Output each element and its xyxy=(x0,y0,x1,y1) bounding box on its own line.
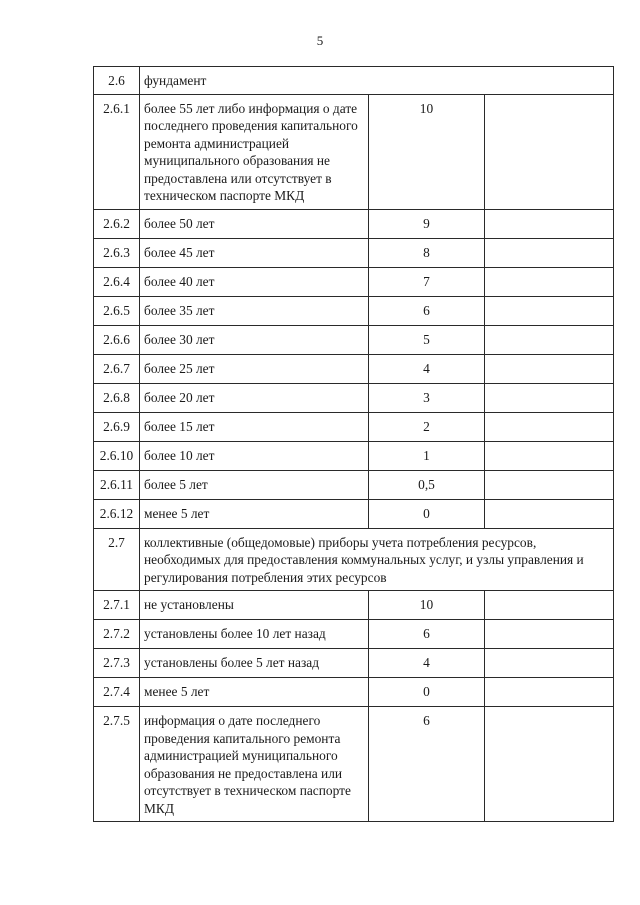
table-row xyxy=(94,296,614,325)
row-empty-cell xyxy=(485,296,614,325)
criteria-table-body xyxy=(94,67,614,822)
row-code: 2.6.12 xyxy=(94,499,140,528)
row-code: 2.6 xyxy=(94,67,140,95)
row-score: 4 xyxy=(369,649,485,678)
row-empty-cell xyxy=(485,209,614,238)
table-row xyxy=(94,470,614,499)
row-description: менее 5 лет xyxy=(140,678,369,707)
row-code: 2.6.9 xyxy=(94,412,140,441)
table-row xyxy=(94,325,614,354)
row-description: более 5 лет xyxy=(140,470,369,499)
row-code: 2.6.6 xyxy=(94,325,140,354)
row-code: 2.7.1 xyxy=(94,591,140,620)
row-score: 6 xyxy=(369,296,485,325)
row-score: 0 xyxy=(369,678,485,707)
row-score: 6 xyxy=(369,707,485,822)
table-row xyxy=(94,441,614,470)
row-score: 10 xyxy=(369,94,485,209)
row-score: 1 xyxy=(369,441,485,470)
row-code: 2.7.3 xyxy=(94,649,140,678)
row-empty-cell xyxy=(485,649,614,678)
row-empty-cell xyxy=(485,499,614,528)
section-title: фундамент xyxy=(140,67,614,95)
row-description: более 50 лет xyxy=(140,209,369,238)
row-code: 2.6.11 xyxy=(94,470,140,499)
row-description: установлены более 10 лет назад xyxy=(140,620,369,649)
row-score: 7 xyxy=(369,267,485,296)
row-code: 2.7.4 xyxy=(94,678,140,707)
row-code: 2.6.7 xyxy=(94,354,140,383)
row-code: 2.7.2 xyxy=(94,620,140,649)
row-score: 10 xyxy=(369,591,485,620)
table-row xyxy=(94,649,614,678)
row-code: 2.6.5 xyxy=(94,296,140,325)
table-row xyxy=(94,267,614,296)
row-empty-cell xyxy=(485,591,614,620)
row-description: более 20 лет xyxy=(140,383,369,412)
row-score: 4 xyxy=(369,354,485,383)
row-empty-cell xyxy=(485,325,614,354)
table-row xyxy=(94,678,614,707)
row-description: более 45 лет xyxy=(140,238,369,267)
row-empty-cell xyxy=(485,94,614,209)
row-empty-cell xyxy=(485,354,614,383)
row-empty-cell xyxy=(485,412,614,441)
table-row xyxy=(94,499,614,528)
row-score: 6 xyxy=(369,620,485,649)
table-row xyxy=(94,707,614,822)
row-description: установлены более 5 лет назад xyxy=(140,649,369,678)
row-score: 8 xyxy=(369,238,485,267)
row-description: менее 5 лет xyxy=(140,499,369,528)
row-code: 2.6.3 xyxy=(94,238,140,267)
section-title: коллективные (общедомовые) приборы учета потребления ресурсов, необходимых для предоставления коммунальных услуг, и узлы управления и регулирования потребления этих ресурсов xyxy=(140,528,614,591)
row-description: более 15 лет xyxy=(140,412,369,441)
row-score: 2 xyxy=(369,412,485,441)
row-score: 9 xyxy=(369,209,485,238)
row-code: 2.7.5 xyxy=(94,707,140,822)
row-description: более 10 лет xyxy=(140,441,369,470)
criteria-table xyxy=(93,66,614,822)
table-row xyxy=(94,383,614,412)
row-code: 2.7 xyxy=(94,528,140,591)
row-code: 2.6.10 xyxy=(94,441,140,470)
row-description: информация о дате последнего проведения капитального ремонта администрацией муниципального образования не предоставлена или отсутствует в техническом паспорте МКД xyxy=(140,707,369,822)
row-empty-cell xyxy=(485,707,614,822)
row-description: более 55 лет либо информация о дате последнего проведения капитального ремонта администрацией муниципального образования не предоставлена или отсутствует в техническом паспорте МКД xyxy=(140,94,369,209)
row-code: 2.6.8 xyxy=(94,383,140,412)
row-description: более 35 лет xyxy=(140,296,369,325)
table-row xyxy=(94,591,614,620)
section-row xyxy=(94,528,614,591)
row-score: 3 xyxy=(369,383,485,412)
row-score: 5 xyxy=(369,325,485,354)
row-description: более 25 лет xyxy=(140,354,369,383)
row-code: 2.6.4 xyxy=(94,267,140,296)
row-code: 2.6.2 xyxy=(94,209,140,238)
row-empty-cell xyxy=(485,470,614,499)
row-description: более 40 лет xyxy=(140,267,369,296)
table-row xyxy=(94,94,614,209)
row-empty-cell xyxy=(485,267,614,296)
table-row xyxy=(94,354,614,383)
page-number: 5 xyxy=(316,33,324,48)
table-row xyxy=(94,238,614,267)
row-empty-cell xyxy=(485,383,614,412)
table-row xyxy=(94,620,614,649)
row-empty-cell xyxy=(485,620,614,649)
row-empty-cell xyxy=(485,238,614,267)
table-row xyxy=(94,209,614,238)
row-empty-cell xyxy=(485,441,614,470)
row-empty-cell xyxy=(485,678,614,707)
row-description: не установлены xyxy=(140,591,369,620)
row-code: 2.6.1 xyxy=(94,94,140,209)
row-score: 0,5 xyxy=(369,470,485,499)
table-row xyxy=(94,412,614,441)
section-row xyxy=(94,67,614,95)
row-score: 0 xyxy=(369,499,485,528)
row-description: более 30 лет xyxy=(140,325,369,354)
